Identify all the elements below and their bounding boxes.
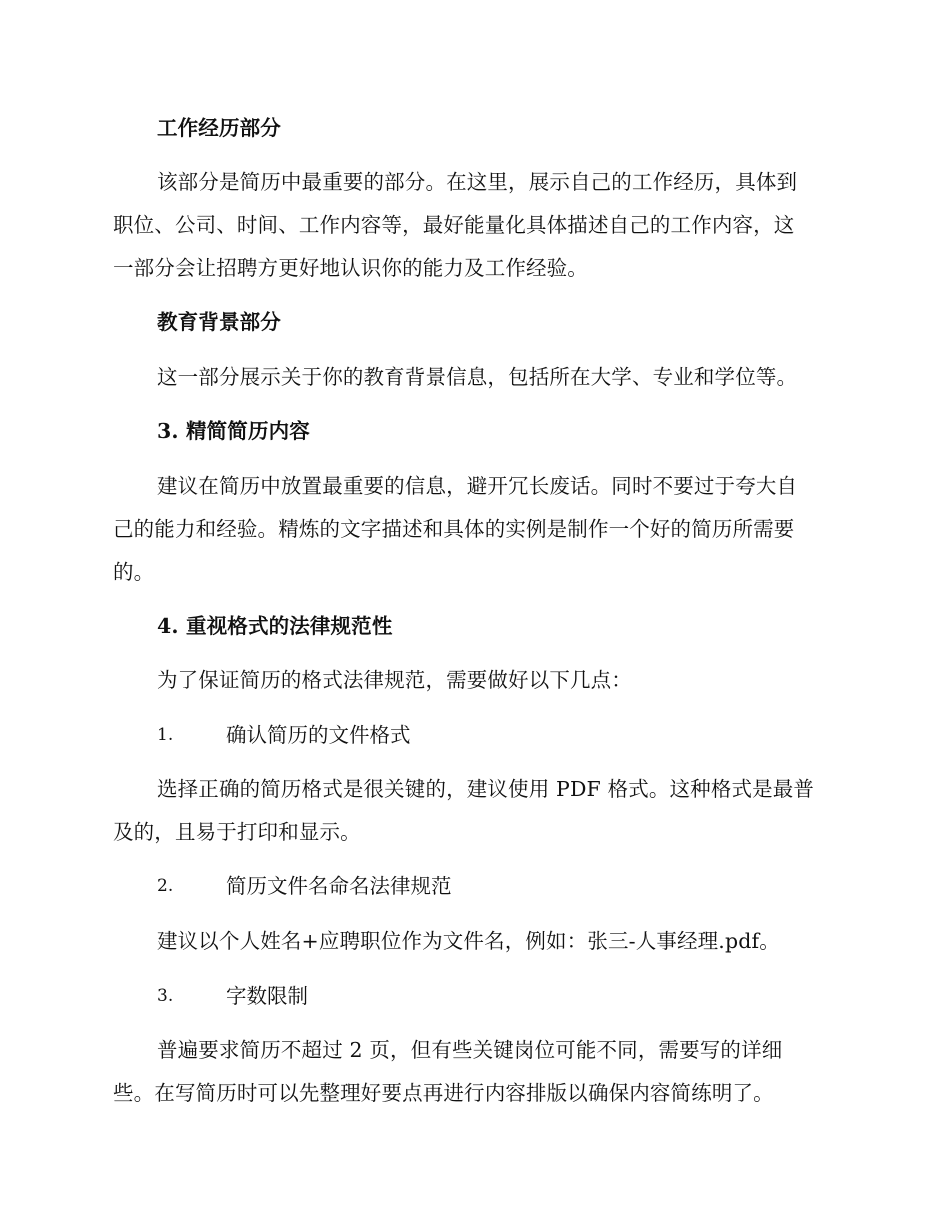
list-number: 1. [157, 725, 174, 745]
paragraph-line: 建议在简历中放置最重要的信息，避开冗长废话。同时不要过于夸大自 [157, 474, 798, 498]
list-item-title: 确认简历的文件格式 [226, 723, 411, 747]
heading-education: 教育背景部分 [157, 310, 281, 334]
paragraph-line: 普遍要求简历不超过 2 页，但有些关键岗位可能不同，需要写的详细 [157, 1038, 783, 1062]
heading-section-4: 4. 重视格式的法律规范性 [157, 614, 393, 638]
paragraph-line: 职位、公司、时间、工作内容等，最好能量化具体描述自己的工作内容，这 [113, 213, 795, 237]
list-item [0, 872, 950, 900]
paragraph-line: 些。在写简历时可以先整理好要点再进行内容排版以确保内容简练明了。 [113, 1081, 774, 1105]
list-item-title: 简历文件名命名法律规范 [226, 874, 452, 898]
list-number: 3. [157, 986, 174, 1006]
heading-section-3: 3. 精简简历内容 [157, 419, 310, 443]
paragraph-line: 该部分是简历中最重要的部分。在这里，展示自己的工作经历，具体到 [157, 170, 798, 194]
paragraph-line: 这一部分展示关于你的教育背景信息，包括所在大学、专业和学位等。 [157, 365, 798, 389]
paragraph-line: 建议以个人姓名+应聘职位作为文件名，例如：张三-人事经理.pdf。 [157, 929, 780, 953]
list-item [0, 721, 950, 749]
paragraph-line: 的。 [113, 560, 155, 584]
list-number: 2. [157, 876, 174, 896]
paragraph-line: 一部分会让招聘方更好地认识你的能力及工作经验。 [113, 256, 588, 280]
list-item-title: 字数限制 [226, 984, 308, 1008]
heading-work-experience: 工作经历部分 [157, 116, 281, 140]
paragraph-line: 选择正确的简历格式是很关键的，建议使用 PDF 格式。这种格式是最普 [157, 777, 815, 801]
paragraph-line: 及的，且易于打印和显示。 [113, 820, 361, 844]
paragraph-line: 为了保证简历的格式法律规范，需要做好以下几点： [157, 668, 632, 692]
list-item [0, 982, 950, 1010]
paragraph-line: 己的能力和经验。精炼的文字描述和具体的实例是制作一个好的简历所需要 [113, 517, 795, 541]
